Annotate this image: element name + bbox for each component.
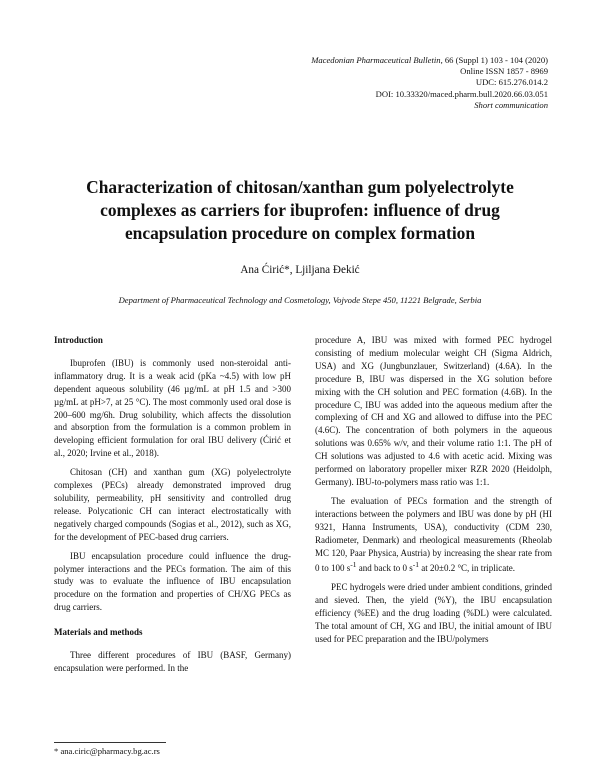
evaluation-text-c: at 20±0.2 °C, in triplicate.	[419, 563, 516, 574]
shear-rate-unit-1: -1	[350, 560, 357, 570]
evaluation-text-a: The evaluation of PECs formation and the strength of interactions between the polymers and IBU was done by pH (HI 9321, Hanna Instruments, USA), conductivity (CDM 230, Radiometer, Denmark) and rheological measurements (Rheolab MC 120, Paar Physica, Austria) by increasing the shear rate from 0 to 100 s	[315, 495, 552, 574]
left-column	[54, 334, 291, 681]
issn: Online ISSN 1857 - 8969	[460, 66, 548, 77]
intro-paragraph-2: Chitosan (CH) and xanthan gum (XG) polyelectrolyte complexes (PECs) already demonstrated improved drug solubility, permeability, pH sensitivity and controlled drug release. Polycationic CH can interact electrostatically with negatively charged compounds (Sogias et al., 2012), such as XG, for the development of PEC-based drug carriers.	[54, 467, 291, 542]
udc: UDC: 615.276.014.2	[475, 77, 548, 88]
intro-paragraph-3: IBU encapsulation procedure could influence the drug-polymer interactions and the PECs formation. The aim of this study was to evaluate the influence of IBU encapsulation procedure on the formation and properties of CH/XG PECs as drug carriers.	[54, 550, 291, 613]
affiliation: Department of Pharmaceutical Technology and Cosmetology, Vojvode Stepe 450, 11221 Belgrade, Serbia	[118, 295, 482, 305]
right-column	[315, 334, 552, 652]
methods-paragraph-1: Three different procedures of IBU (BASF, Germany) encapsulation were performed. In the	[54, 650, 291, 673]
article-type: Short communication	[474, 99, 548, 110]
doi: DOI: 10.33320/maced.pharm.bull.2020.66.03.051	[375, 88, 548, 99]
paper-title: Characterization of chitosan/xanthan gum polyelectrolyte complexes as carriers for ibuprofen: influence of drug encapsulation procedure on complex formation	[86, 177, 514, 243]
evaluation-paragraph	[315, 495, 552, 575]
evaluation-text-b: and back to 0 s	[356, 563, 413, 574]
journal-citation	[188, 55, 548, 66]
journal-name: Macedonian Pharmaceutical Bulletin	[311, 55, 441, 65]
authors: Ana Ćirić*, Ljiljana Đekić	[240, 264, 360, 276]
intro-paragraph-1: Ibuprofen (IBU) is commonly used non-steroidal anti-inflammatory drug. It is a weak acid (pKa ~4.5) with low pH dependent aqueous solubility (46 µg/mL at pH 1.5 and >300 µg/mL at pH>7, at 25 °C). The most commonly used oral dose is 200–600 mg/6h. Drug solubility, which affects the dissolution and absorption from the formulation is a common problem in developing efficient formulation for oral IBU delivery (Ćirić et al., 2020; Irvine et al., 2018).	[54, 357, 291, 459]
drying-paragraph: PEC hydrogels were dried under ambient conditions, grinded and sieved. Then, the yield (%Y), the IBU encapsulation efficiency (%EE) and the drug loading (%DL) were calculated. The total amount of CH, XG and IBU, the initial amount of IBU used for PEC preparation and the IBU/polymers	[315, 582, 552, 644]
journal-issue: , 66 (Suppl 1) 103 - 104 (2020)	[440, 55, 548, 65]
shear-rate-unit-2: -1	[412, 560, 420, 570]
introduction-heading: Introduction	[54, 335, 103, 345]
footnote-divider	[54, 742, 166, 743]
methods-heading: Materials and methods	[54, 627, 143, 638]
methods-paragraph-continued: procedure A, IBU was mixed with formed PEC hydrogel consisting of medium molecular weight CH (Sigma Aldrich, USA) and XG (Jungbunzlauer, Switzerland) (4.6A). In the procedure B, IBU was dispersed in the XG solution before mixing with the CH solution and PEC formation (4.6B). In the procedure C, IBU was added into the aqueous medium after the complexing of CH and XG and allowed to diffuse into the PEC (4.6C). The concentration of both polymers in the aqueous solutions was 0.65% w/v, and their volume ratio 1:1. The pH of CH solutions was adjusted to 4.6 with acetic acid. Mixing was performed on laboratory propeller mixer RZR 2020 (Heidolph, Germany). IBU-to-polymers mass ratio was 1:1.	[315, 335, 552, 487]
journal-header	[188, 55, 548, 111]
corresponding-author-email[interactable]: * ana.ciric@pharmacy.bg.ac.rs	[54, 746, 160, 756]
